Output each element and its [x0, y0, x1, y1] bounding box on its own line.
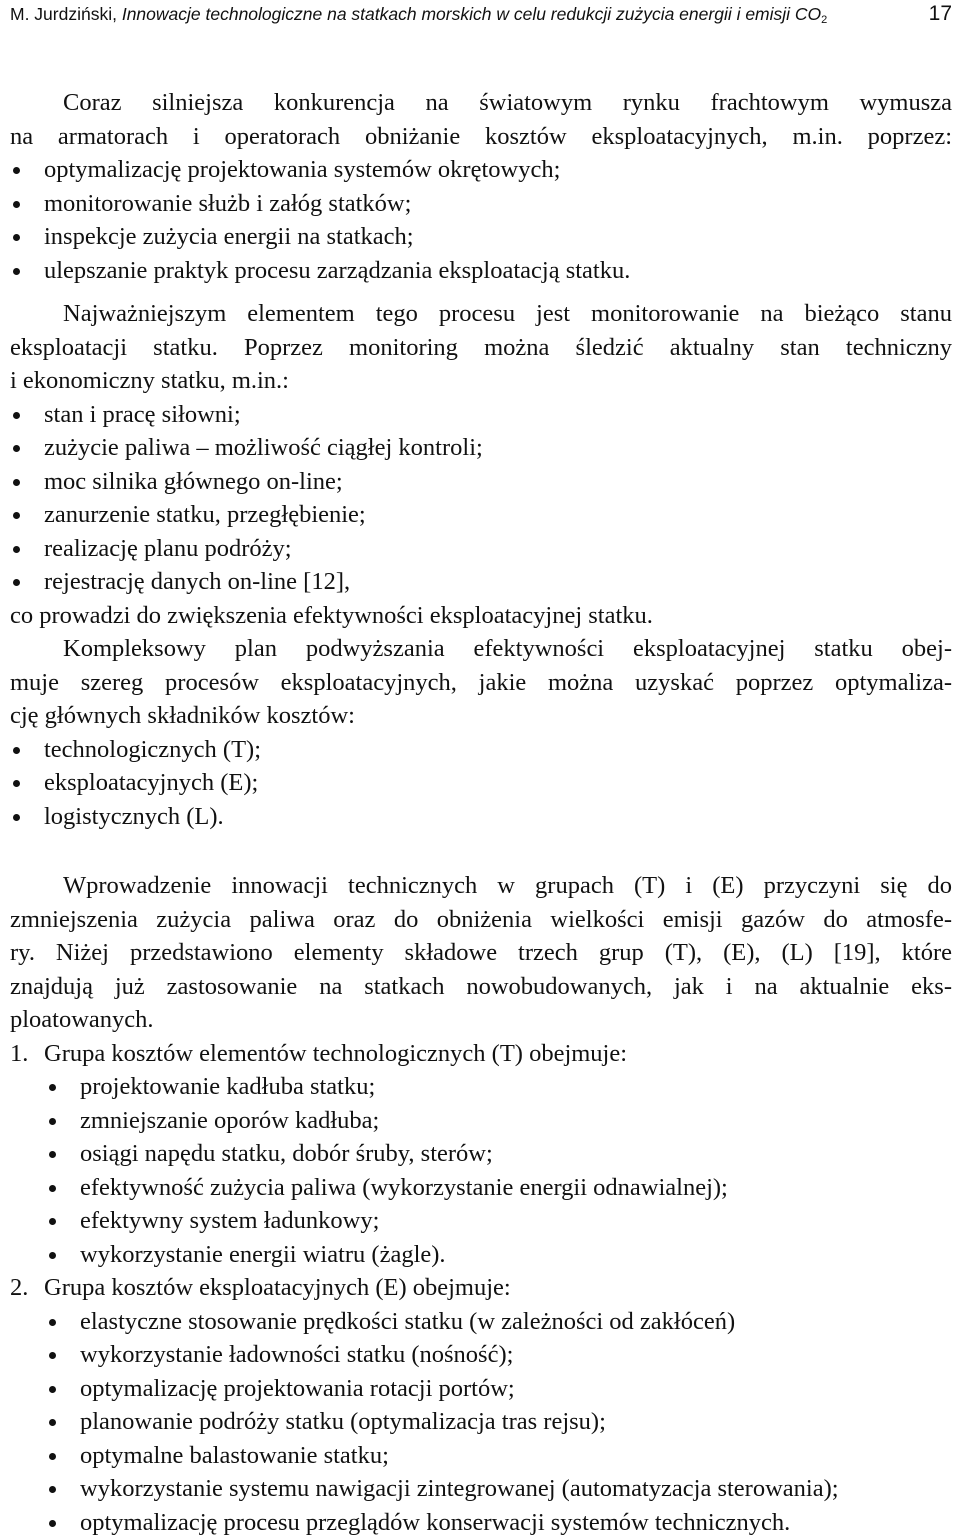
text-line: cję głównych składników kosztów:	[10, 699, 952, 733]
header-author: M. Jurdziński,	[10, 4, 122, 24]
list-item: eksploatacyjnych (E);	[10, 766, 952, 800]
list-item: stan i pracę siłowni;	[10, 398, 952, 432]
group-number: 1.	[10, 1037, 28, 1071]
paragraph-innovation	[10, 869, 952, 1037]
text-line: zmniejszenia zużycia paliwa oraz do obniżenia wielkości emisji gazów do atmosfe-	[10, 903, 952, 937]
group-number: 2.	[10, 1271, 28, 1305]
text-line: Wprowadzenie innowacji technicznych w grupach (T) i (E) przyczyni się do	[10, 869, 952, 903]
list-item: rejestrację danych on-line [12],	[10, 565, 952, 599]
list-item: optymalizację procesu przeglądów konserwacji systemów technicznych.	[10, 1506, 952, 1539]
list-item: planowanie podróży statku (optymalizacja tras rejsu);	[10, 1405, 952, 1439]
text-line: i ekonomiczny statku, m.in.:	[10, 364, 952, 398]
list-item: moc silnika głównego on-line;	[10, 465, 952, 499]
list-item: monitorowanie służb i załóg statków;	[10, 187, 952, 221]
list-item: optymalne balastowanie statku;	[10, 1439, 952, 1473]
text-line: eksploatacji statku. Poprzez monitoring można śledzić aktualny stan techniczny	[10, 331, 952, 365]
list-item: zanurzenie statku, przegłębienie;	[10, 498, 952, 532]
bullet-list-monitoring	[10, 398, 952, 599]
group-heading	[10, 1037, 952, 1071]
list-item: inspekcje zużycia energii na statkach;	[10, 220, 952, 254]
list-item: wykorzystanie systemu nawigacji zintegrowanej (automatyzacja sterowania);	[10, 1472, 952, 1506]
list-item: efektywny system ładunkowy;	[10, 1204, 952, 1238]
list-item: efektywność zużycia paliwa (wykorzystanie energii odnawialnej);	[10, 1171, 952, 1205]
header-title: Innowacje technologiczne na statkach morskich w celu redukcji zużycia energii i emisji CO	[122, 4, 821, 24]
running-header	[10, 0, 952, 28]
list-item: zużycie paliwa – możliwość ciągłej kontroli;	[10, 431, 952, 465]
running-title	[10, 0, 827, 34]
text-line: Najważniejszym elementem tego procesu jest monitorowanie na bieżąco stanu	[10, 297, 952, 331]
list-item: ulepszanie praktyk procesu zarządzania eksploatacją statku.	[10, 254, 952, 288]
text-line: co prowadzi do zwiększenia efektywności eksploatacyjnej statku.	[10, 599, 952, 633]
text-line: ry. Niżej przedstawiono elementy składowe trzech grup (T), (E), (L) [19], które	[10, 936, 952, 970]
text-line: ploatowanych.	[10, 1003, 952, 1037]
list-item: logistycznych (L).	[10, 800, 952, 834]
list-item: projektowanie kadłuba statku;	[10, 1070, 952, 1104]
text-line: muje szereg procesów eksploatacyjnych, jakie można uzyskać poprzez optymaliza-	[10, 666, 952, 700]
page-number: 17	[929, 0, 952, 28]
group-heading	[10, 1271, 952, 1305]
list-item: osiągi napędu statku, dobór śruby, sterów;	[10, 1137, 952, 1171]
bullet-list-cost-groups	[10, 733, 952, 834]
text-line: Coraz silniejsza konkurencja na światowym rynku frachtowym wymusza	[10, 86, 952, 120]
bullet-list-measures	[10, 153, 952, 287]
header-subscript: 2	[821, 14, 827, 26]
paragraph-plan	[10, 632, 952, 733]
body-text	[10, 86, 952, 1539]
group-heading-text: Grupa kosztów eksploatacyjnych (E) obejmuje:	[44, 1274, 511, 1301]
group-heading-text: Grupa kosztów elementów technologicznych (T) obejmuje:	[44, 1040, 627, 1067]
list-item: realizację planu podróży;	[10, 532, 952, 566]
list-item: zmniejszanie oporów kadłuba;	[10, 1104, 952, 1138]
list-item: wykorzystanie ładowności statku (nośność);	[10, 1338, 952, 1372]
paragraph-intro	[10, 86, 952, 153]
paragraph-monitoring	[10, 297, 952, 398]
list-item: optymalizację projektowania systemów okrętowych;	[10, 153, 952, 187]
list-item: elastyczne stosowanie prędkości statku (w zależności od zakłóceń)	[10, 1305, 952, 1339]
text-line: na armatorach i operatorach obniżanie kosztów eksploatacyjnych, m.in. poprzez:	[10, 120, 952, 154]
text-line: znajdują już zastosowanie na statkach nowobudowanych, jak i na aktualnie eks-	[10, 970, 952, 1004]
group-technological	[10, 1037, 952, 1272]
text-line: Kompleksowy plan podwyższania efektywności eksploatacyjnej statku obej-	[10, 632, 952, 666]
list-item: wykorzystanie energii wiatru (żagle).	[10, 1238, 952, 1272]
list-item: technologicznych (T);	[10, 733, 952, 767]
group-operational	[10, 1271, 952, 1539]
list-item: optymalizację projektowania rotacji portów;	[10, 1372, 952, 1406]
